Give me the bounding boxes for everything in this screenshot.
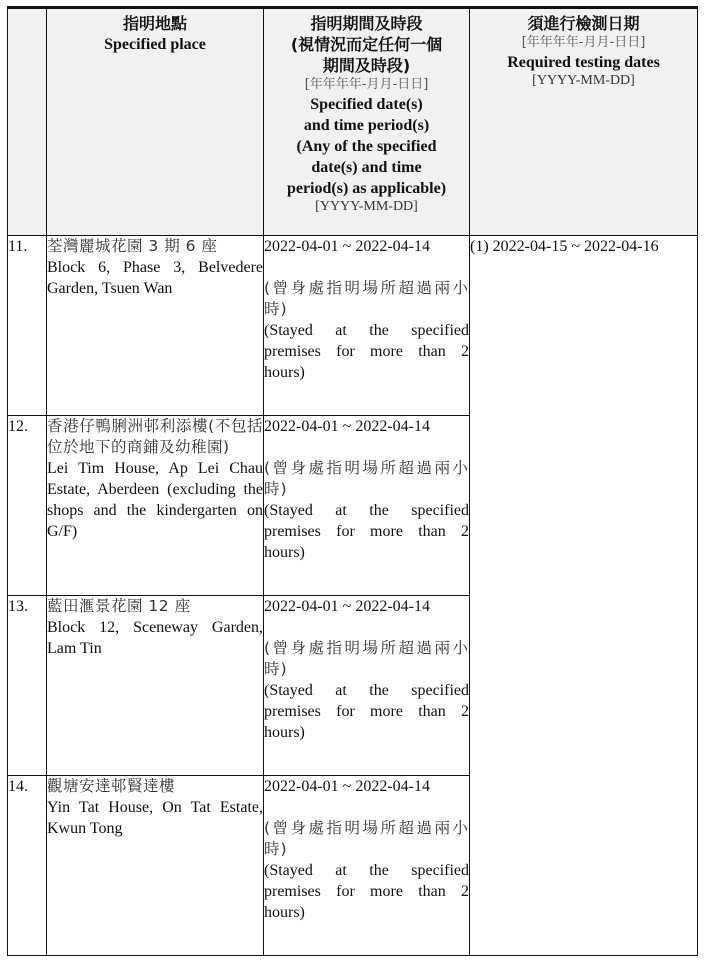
- period-note-zh: (曾身處指明場所超過兩小時): [264, 639, 469, 678]
- header-period-format-en: [YYYY-MM-DD]: [315, 199, 418, 214]
- header-number: [8, 8, 47, 236]
- place-name-zh: 香港仔鴨脷洲邨利添樓(不包括位於地下的商鋪及幼稚園): [47, 417, 263, 456]
- header-period-zh-3: 期間及時段): [322, 56, 411, 75]
- specified-place-cell: [47, 776, 264, 956]
- specified-period-cell: [264, 416, 470, 596]
- place-name-zh: 荃灣麗城花園 3 期 6 座: [47, 237, 218, 255]
- header-specified-place: [47, 8, 264, 236]
- header-period-en-2: and time period(s): [303, 117, 430, 134]
- place-name-en: Lei Tim House, Ap Lei Chau Estate, Aberdeen (excluding the shops and the kindergarten on G/F): [47, 460, 263, 540]
- specified-places-table: [7, 6, 698, 956]
- header-place-en: Specified place: [104, 36, 206, 53]
- header-period-zh-2: (視情況而定任何一個: [290, 35, 443, 54]
- period-note-en: (Stayed at the specified premises for more than 2 hours): [264, 322, 469, 381]
- specified-place-cell: [47, 416, 264, 596]
- specified-period-cell: [264, 596, 470, 776]
- period-note-zh: (曾身處指明場所超過兩小時): [264, 459, 469, 498]
- header-period-en-5: period(s) as applicable): [286, 180, 447, 197]
- period-date-range: 2022-04-01 ~ 2022-04-14: [264, 598, 430, 615]
- header-period-en-3: (Any of the specified: [296, 138, 437, 155]
- header-test-en: Required testing dates: [507, 54, 660, 71]
- period-note-zh: (曾身處指明場所超過兩小時): [264, 279, 469, 318]
- period-note-en: (Stayed at the specified premises for more than 2 hours): [264, 502, 469, 561]
- table-header-row: [8, 8, 698, 236]
- place-name-en: Yin Tat House, On Tat Estate, Kwun Tong: [47, 799, 263, 837]
- header-test-format-zh: [年年年年-月月-日日]: [521, 35, 646, 50]
- period-note-zh: (曾身處指明場所超過兩小時): [264, 819, 469, 858]
- period-date-range: 2022-04-01 ~ 2022-04-14: [264, 778, 430, 795]
- specified-period-cell: [264, 236, 470, 416]
- place-name-zh: 觀塘安達邨賢達樓: [47, 777, 176, 795]
- header-test-format-en: [YYYY-MM-DD]: [532, 73, 635, 88]
- header-period-zh-1: 指明期間及時段: [310, 14, 423, 33]
- row-number: 13.: [8, 596, 47, 776]
- period-note-en: (Stayed at the specified premises for more than 2 hours): [264, 682, 469, 741]
- header-period-format-zh: [年年年年-月月-日日]: [304, 77, 429, 92]
- header-test-zh: 須進行檢測日期: [527, 14, 640, 33]
- specified-place-cell: [47, 596, 264, 776]
- header-specified-period: [264, 8, 470, 236]
- period-note-en: (Stayed at the specified premises for more than 2 hours): [264, 862, 469, 921]
- header-place-zh: 指明地點: [122, 14, 187, 33]
- period-date-range: 2022-04-01 ~ 2022-04-14: [264, 238, 430, 255]
- row-number: 14.: [8, 776, 47, 956]
- specified-period-cell: [264, 776, 470, 956]
- testing-date-range: (1) 2022-04-15 ~ 2022-04-16: [470, 238, 659, 255]
- specified-place-cell: [47, 236, 264, 416]
- place-name-en: Block 12, Sceneway Garden, Lam Tin: [47, 619, 263, 657]
- place-name-en: Block 6, Phase 3, Belvedere Garden, Tsuen Wan: [47, 259, 263, 297]
- header-period-en-4: date(s) and time: [311, 159, 422, 176]
- period-date-range: 2022-04-01 ~ 2022-04-14: [264, 418, 430, 435]
- place-name-zh: 藍田滙景花園 12 座: [47, 597, 191, 615]
- testing-dates-cell: [470, 236, 698, 956]
- row-number: 12.: [8, 416, 47, 596]
- header-period-en-1: Specified date(s): [310, 96, 423, 113]
- row-number: 11.: [8, 236, 47, 416]
- table-row: [8, 236, 698, 416]
- header-testing-dates: [470, 8, 698, 236]
